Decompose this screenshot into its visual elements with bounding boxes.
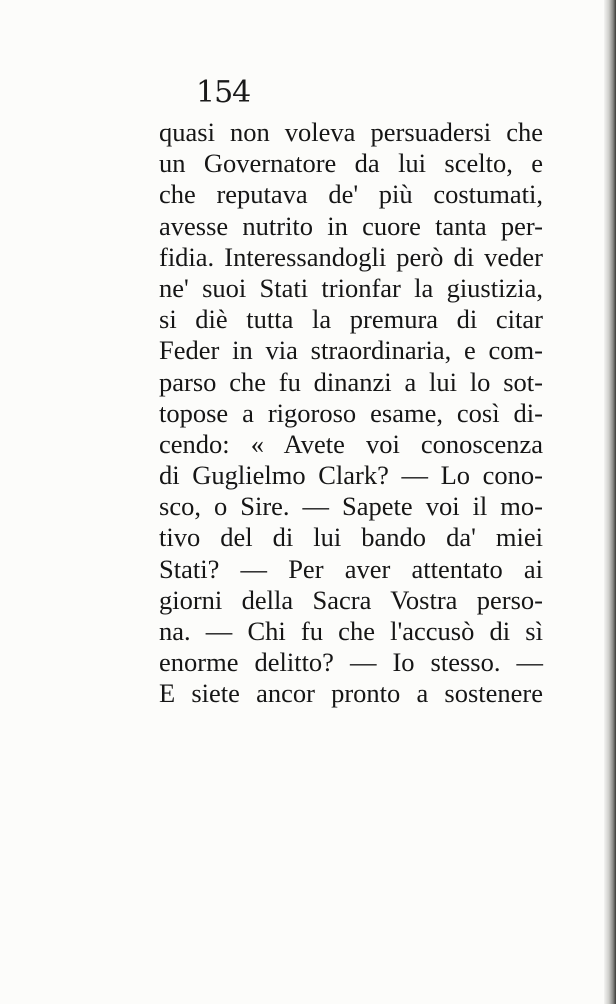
text-line: quasi non voleva persuadersi che bbox=[159, 117, 543, 147]
text-line: sco, o Sire. — Sapete voi il mo- bbox=[159, 491, 543, 522]
text-line: avesse nutrito in cuore tanta per- bbox=[159, 210, 543, 241]
text-line: na. — Chi fu che l'accusò di sì bbox=[159, 616, 543, 646]
text-line: topose a rigoroso esame, così di- bbox=[159, 397, 543, 428]
body-text bbox=[159, 117, 543, 710]
text-line: parso che fu dinanzi a lui lo sot- bbox=[159, 366, 543, 397]
text-line: enorme delitto? — Io stesso. — bbox=[159, 647, 543, 678]
text-line: tivo del di lui bando da' miei bbox=[159, 522, 543, 553]
text-line: Feder in via straordinaria, e com- bbox=[159, 335, 543, 366]
text-line: fidia. Interessandogli però di veder bbox=[159, 241, 543, 272]
text-line: cendo: « Avete voi conoscenza bbox=[159, 428, 543, 459]
text-line: che reputava de' più costumati, bbox=[159, 179, 543, 210]
text-line: giorni della Sacra Vostra perso- bbox=[159, 584, 543, 615]
text-line: Stati? — Per aver attentato ai bbox=[159, 553, 543, 584]
text-line: si diè tutta la premura di citar bbox=[159, 304, 543, 335]
text-line: un Governatore da lui scelto, e bbox=[159, 148, 543, 179]
text-line: ne' suoi Stati trionfar la giustizia, bbox=[159, 272, 543, 303]
page-edge-shadow bbox=[604, 0, 616, 1004]
text-line: di Guglielmo Clark? — Lo cono- bbox=[159, 460, 543, 491]
page-number: 154 bbox=[196, 75, 251, 110]
text-line: E siete ancor pronto a sostenere bbox=[159, 678, 543, 709]
